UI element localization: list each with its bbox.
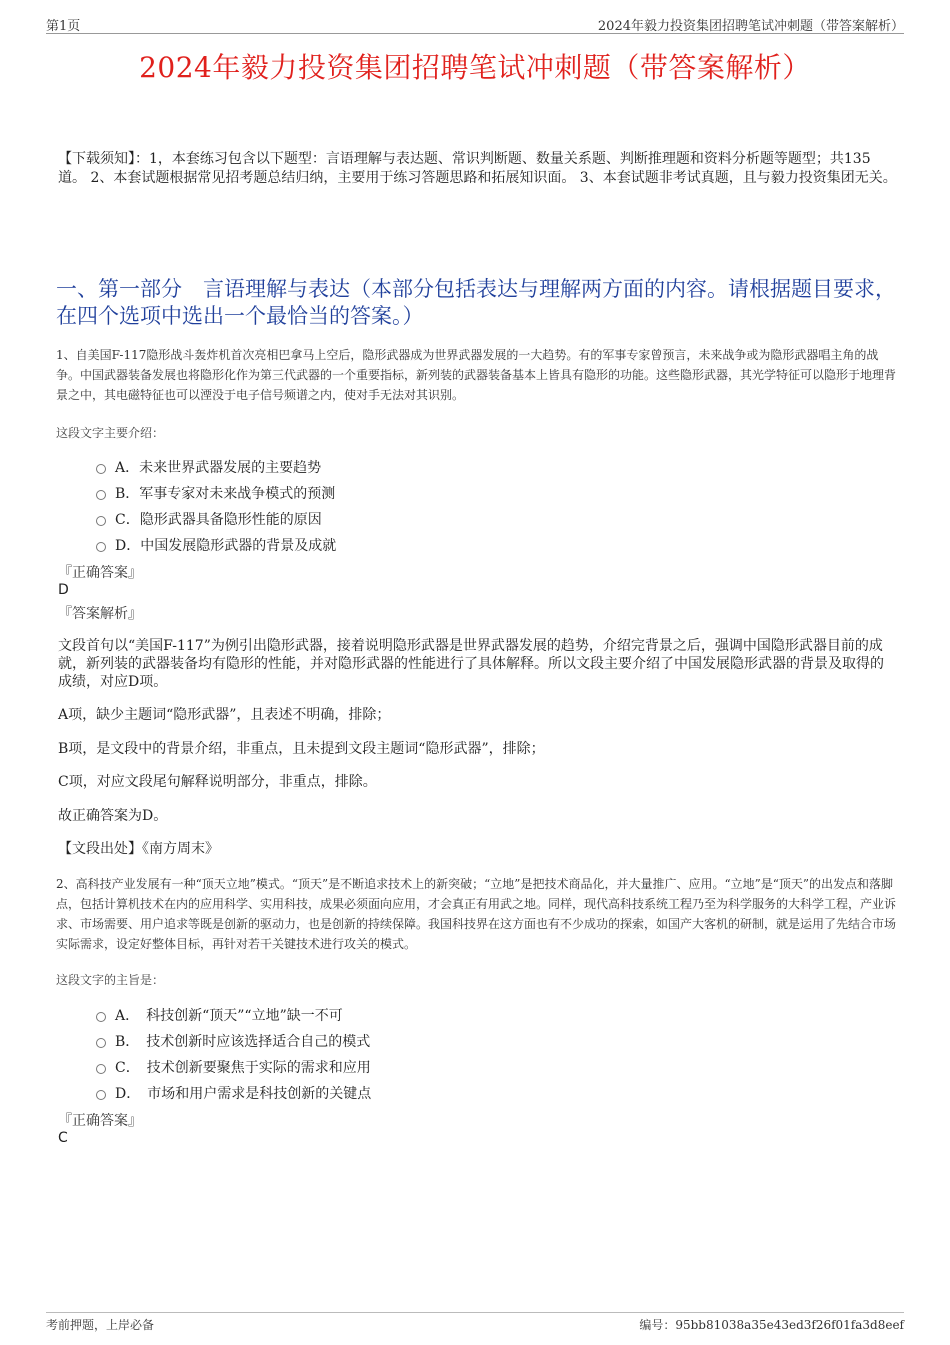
question-2-answer-label: 『正确答案』 (58, 1113, 142, 1129)
download-notice: 【下载须知】：1，本套练习包含以下题型：言语理解与表达题、常识判断题、数量关系题、判断推理题和资料分析题等题型；共135道。 2、本套试题根据常见招考题总结归纳，主要用于练习答题思路和拓展知识面。 3、本套试题非考试真题，且与毅力投资集团无关。 (58, 151, 897, 186)
footer-code: 编号：95bb81038a35e43ed3f26f01fa3d8eef (639, 1318, 904, 1332)
header-page-number: 第1页 (46, 19, 81, 34)
radio-icon[interactable] (96, 1012, 106, 1022)
question-1-text: 1、自美国F-117隐形战斗轰炸机首次亮相巴拿马上空后，隐形武器成为世界武器发展的一大趋势。有的军事专家曾预言，未来战争或为隐形武器唱主角的战争。中国武器装备发展也将隐形化作为第三代武器的一个重要指标，新列装的武器装备基本上皆具有隐形的功能。这些隐形武器，其光学特征可以隐形于地理背景之中，其电磁特征也可以湮没于电子信号频谱之内，使对手无法对其识别。 (56, 348, 897, 402)
radio-icon[interactable] (96, 1090, 106, 1100)
question-1-option-c[interactable] (96, 509, 322, 529)
option-label: D． 市场和用户需求是科技创新的关键点 (115, 1086, 372, 1102)
question-2-answer: C (58, 1130, 68, 1146)
section-heading: 一、第一部分 言语理解与表达（本部分包括表达与理解两方面的内容。请根据题目要求，在四个选项中选出一个最恰当的答案。） (56, 277, 896, 328)
header-divider (46, 33, 904, 34)
option-label: B． 技术创新时应该选择适合自己的模式 (115, 1034, 371, 1050)
option-label: A．未来世界武器发展的主要趋势 (115, 460, 322, 476)
question-1-option-a[interactable] (96, 457, 321, 477)
question-1-analysis-main: 文段首句以“美国F-117”为例引出隐形武器，接着说明隐形武器是世界武器发展的趋势，介绍完背景之后，强调中国隐形武器目前的成就，新列装的武器装备均有隐形的性能，并对隐形武器的性能进行了具体解释。所以文段主要介绍了中国发展隐形武器的背景及取得的成绩，对应D项。 (58, 638, 884, 690)
header-doc-title: 2024年毅力投资集团招聘笔试冲刺题（带答案解析） (597, 19, 904, 34)
radio-icon[interactable] (96, 1064, 106, 1074)
document-title: 2024年毅力投资集团招聘笔试冲刺题（带答案解析） (139, 51, 811, 84)
question-1-answer: D (58, 582, 69, 598)
radio-icon[interactable] (96, 542, 106, 552)
footer-slogan: 考前押题，上岸必备 (46, 1318, 155, 1332)
question-2-option-a[interactable] (96, 1005, 343, 1025)
question-2-option-d[interactable] (96, 1083, 371, 1103)
question-1-option-b[interactable] (96, 483, 335, 503)
question-1-analysis-b: B项，是文段中的背景介绍，非重点，且未提到文段主题词“隐形武器”，排除； (58, 741, 545, 757)
radio-icon[interactable] (96, 464, 106, 474)
footer-divider (46, 1312, 904, 1313)
radio-icon[interactable] (96, 1038, 106, 1048)
question-1-analysis-a: A项，缺少主题词“隐形武器”，且表述不明确，排除； (58, 707, 391, 723)
option-label: A． 科技创新“顶天”“立地”缺一不可 (115, 1008, 343, 1024)
question-1-analysis-c: C项，对应文段尾句解释说明部分，非重点，排除。 (58, 774, 377, 790)
question-2-prompt: 这段文字的主旨是： (56, 973, 165, 987)
question-1-source: 【文段出处】《南方周末》 (58, 841, 219, 857)
option-label: B．军事专家对未来战争模式的预测 (115, 486, 336, 502)
question-1-option-d[interactable] (96, 535, 336, 555)
option-label: C． 技术创新要聚焦于实际的需求和应用 (115, 1060, 371, 1076)
question-1-answer-label: 『正确答案』 (58, 565, 142, 581)
radio-icon[interactable] (96, 516, 106, 526)
question-2-option-b[interactable] (96, 1031, 370, 1051)
question-1-prompt: 这段文字主要介绍： (56, 426, 165, 440)
question-1-analysis-label: 『答案解析』 (58, 606, 142, 622)
question-2-option-c[interactable] (96, 1057, 371, 1077)
radio-icon[interactable] (96, 490, 106, 500)
question-1-analysis-conclusion: 故正确答案为D。 (58, 808, 168, 824)
question-2-text: 2、高科技产业发展有一种“顶天立地”模式。“顶天”是不断追求技术上的新突破；“立地”是把技术商品化，并大量推广、应用。“立地”是“顶天”的出发点和落脚点，包括计算机技术在内的应用科学、实用科技，成果必须面向应用，才会真正有用武之地。同样，现代高科技系统工程乃至为科学服务的大科学工程，产业诉求、市场需要、用户追求等既是创新的驱动力，也是创新的持续保障。我国科技界在这方面也有不少成功的探索，如国产大客机的研制，就是运用了先结合市场实际需求，设定好整体目标，再针对若干关键技术进行攻关的模式。 (56, 877, 897, 951)
option-label: C．隐形武器具备隐形性能的原因 (115, 512, 322, 528)
option-label: D．中国发展隐形武器的背景及成就 (115, 538, 337, 554)
